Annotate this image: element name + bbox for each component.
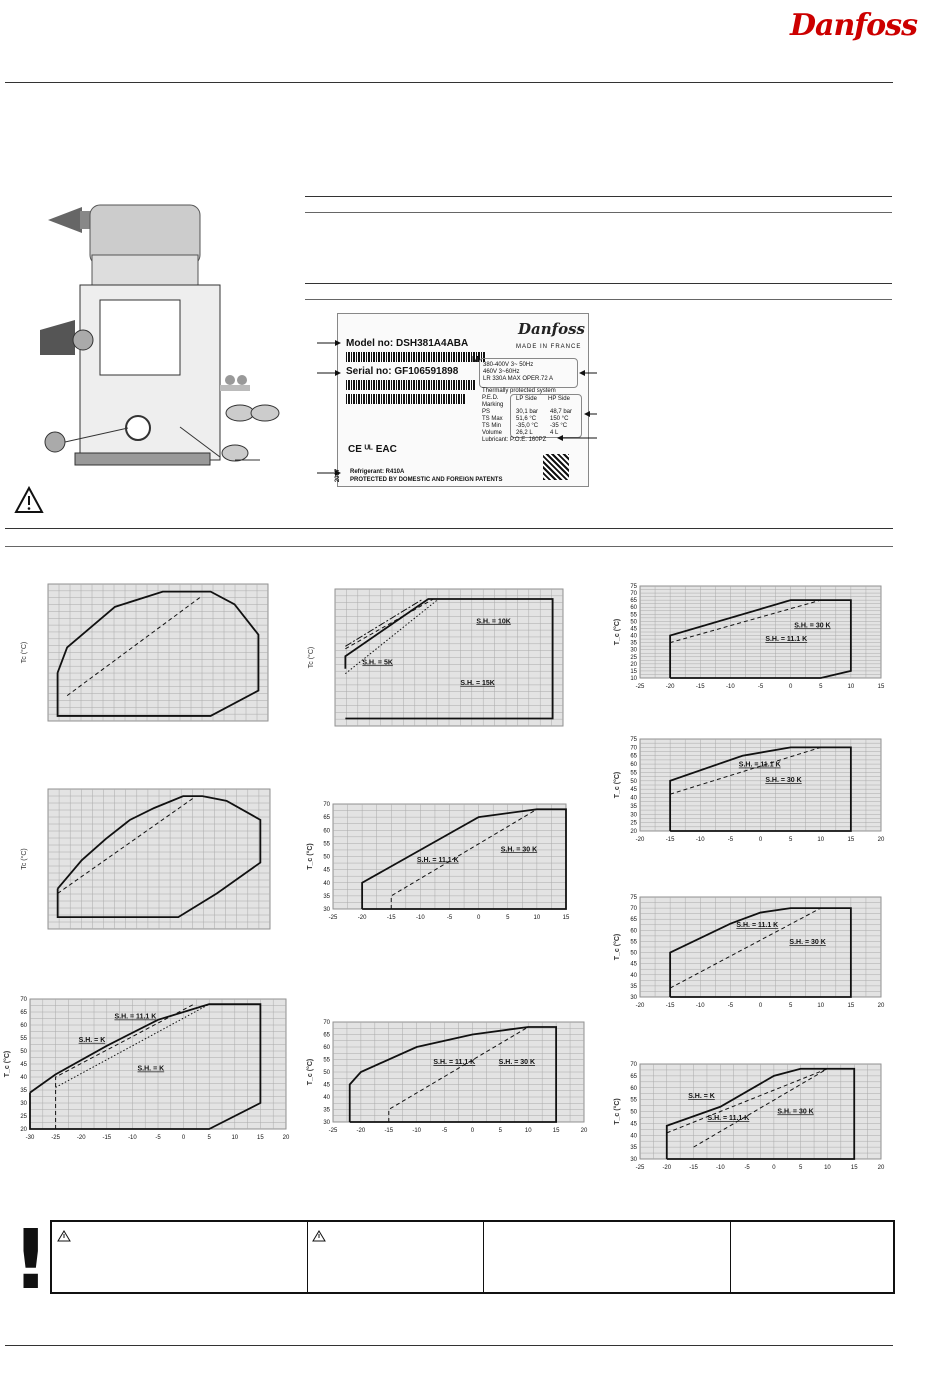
serial-value: GF106591898 bbox=[394, 366, 459, 377]
envelope-chart-8 bbox=[610, 735, 885, 852]
y-tick-label: 40 bbox=[630, 633, 637, 640]
x-tick-label: 5 bbox=[798, 1165, 803, 1171]
annotation-label: S.H. = 11.1 K bbox=[765, 636, 808, 644]
annotation-label: S.H. = 30 K bbox=[498, 1059, 536, 1066]
y-tick-label: 65 bbox=[323, 1032, 330, 1039]
x-tick-label: 20 bbox=[282, 1135, 290, 1141]
y-tick-label: 25 bbox=[630, 654, 637, 661]
x-tick-label: 20 bbox=[877, 1003, 885, 1009]
chart-svg bbox=[610, 1060, 885, 1175]
row-lp: 30,1 bar bbox=[516, 409, 539, 415]
row-hp: 4 L bbox=[550, 430, 559, 436]
x-tick-label: 20 bbox=[877, 837, 885, 843]
nameplate-brand: Danfoss bbox=[518, 320, 585, 338]
y-tick-label: 75 bbox=[630, 584, 637, 590]
x-tick-label: 0 bbox=[476, 915, 481, 921]
y-tick-label: 50 bbox=[630, 950, 637, 957]
x-tick-label: -15 bbox=[695, 684, 705, 690]
envelope-chart-2 bbox=[18, 785, 274, 938]
x-tick-label: -20 bbox=[76, 1135, 86, 1141]
warning-table bbox=[50, 1220, 895, 1294]
y-tick-label: 45 bbox=[630, 787, 637, 794]
x-tick-label: 10 bbox=[817, 1003, 825, 1009]
x-tick-label: 15 bbox=[847, 837, 855, 843]
y-tick-label: 60 bbox=[323, 1045, 330, 1051]
inlet-arrow-icon bbox=[40, 320, 75, 355]
x-tick-label: 10 bbox=[847, 684, 855, 690]
annotation-label: S.H. = 11.1 K bbox=[433, 1059, 476, 1066]
row-label: Marking bbox=[482, 402, 504, 408]
x-tick-label: -5 bbox=[757, 684, 764, 690]
y-tick-label: 70 bbox=[20, 997, 27, 1003]
x-tick-label: -15 bbox=[384, 1128, 394, 1134]
x-tick-label: 10 bbox=[231, 1135, 239, 1141]
chart-svg bbox=[303, 800, 570, 925]
chart-svg bbox=[18, 785, 274, 933]
row-lp: 26,2 L bbox=[516, 430, 533, 436]
y-axis-label: T_c (°C) bbox=[614, 933, 621, 961]
x-tick-label: -20 bbox=[356, 1128, 366, 1134]
y-tick-label: 35 bbox=[630, 983, 637, 990]
annotation-label: S.H. = K bbox=[78, 1036, 106, 1044]
y-tick-label: 30 bbox=[630, 995, 637, 1001]
made-in: MADE IN FRANCE bbox=[516, 344, 582, 350]
row-label: TS Max bbox=[482, 416, 503, 422]
year-text: 2017 bbox=[335, 468, 342, 483]
y-tick-label: 30 bbox=[323, 907, 330, 913]
section-rule bbox=[305, 196, 892, 197]
y-tick-label: 30 bbox=[630, 647, 637, 654]
row-hp: 48,7 bar bbox=[550, 409, 573, 415]
y-tick-label: 35 bbox=[630, 803, 637, 810]
y-tick-label: 45 bbox=[323, 1082, 330, 1089]
chart-svg bbox=[305, 585, 567, 730]
y-tick-label: 10 bbox=[630, 676, 637, 682]
y-axis-label: T_c (°C) bbox=[4, 1050, 11, 1078]
y-tick-label: 65 bbox=[630, 598, 637, 605]
x-tick-label: -15 bbox=[665, 837, 675, 843]
electrical-3: LR 330A MAX OPER.72 A bbox=[483, 376, 554, 382]
x-tick-label: 20 bbox=[580, 1128, 588, 1134]
x-tick-label: 5 bbox=[498, 1128, 503, 1134]
annotation-label: S.H. = 30 K bbox=[794, 622, 831, 630]
y-tick-label: 20 bbox=[20, 1127, 27, 1133]
y-tick-label: 35 bbox=[20, 1088, 27, 1094]
x-tick-label: -10 bbox=[416, 915, 425, 921]
warning-triangle-icon bbox=[312, 1230, 326, 1242]
y-tick-label: 25 bbox=[630, 820, 637, 827]
chart-svg bbox=[0, 995, 290, 1145]
x-tick-label: -10 bbox=[128, 1135, 137, 1141]
y-tick-label: 30 bbox=[323, 1120, 330, 1126]
x-tick-label: 0 bbox=[470, 1128, 475, 1134]
x-tick-label: 5 bbox=[788, 1003, 793, 1009]
x-tick-label: -10 bbox=[715, 1165, 725, 1171]
m-mark: M bbox=[472, 355, 479, 364]
x-tick-label: -15 bbox=[665, 1003, 675, 1009]
row-lp: 51,6 °C bbox=[516, 416, 537, 422]
y-tick-label: 60 bbox=[630, 605, 637, 612]
row-lp: -35,0 °C bbox=[516, 423, 539, 429]
row-label: TS Min bbox=[482, 423, 502, 429]
row-label: PS bbox=[482, 409, 491, 415]
y-tick-label: 55 bbox=[323, 1057, 330, 1064]
compressor-illustration bbox=[20, 195, 280, 525]
y-axis-label: T_c (°C) bbox=[614, 618, 621, 646]
x-tick-label: 5 bbox=[207, 1135, 211, 1141]
y-tick-label: 60 bbox=[630, 762, 637, 769]
x-tick-label: -5 bbox=[727, 1003, 734, 1009]
y-tick-label: 70 bbox=[323, 802, 330, 808]
chart-svg bbox=[610, 893, 885, 1013]
warning-triangle-icon bbox=[57, 1230, 71, 1242]
y-tick-label: 35 bbox=[323, 893, 330, 900]
y-tick-label: 45 bbox=[20, 1062, 27, 1068]
x-tick-label: -20 bbox=[665, 684, 675, 690]
warning-cell bbox=[52, 1222, 308, 1292]
y-tick-label: 45 bbox=[630, 626, 637, 633]
y-tick-label: 55 bbox=[630, 770, 637, 777]
warning-cell bbox=[483, 1222, 731, 1292]
x-tick-label: 20 bbox=[877, 1165, 885, 1171]
y-tick-label: 70 bbox=[323, 1020, 330, 1026]
y-tick-label: 45 bbox=[323, 867, 330, 874]
x-tick-label: -30 bbox=[25, 1135, 35, 1141]
y-tick-label: 30 bbox=[20, 1101, 27, 1107]
y-tick-label: 35 bbox=[323, 1107, 330, 1114]
envelope-chart-10 bbox=[610, 1060, 885, 1180]
y-tick-label: 50 bbox=[323, 854, 330, 861]
annotation-label: S.H. = 5K bbox=[362, 659, 393, 667]
y-tick-label: 40 bbox=[323, 880, 330, 887]
y-tick-label: 45 bbox=[630, 1121, 637, 1128]
y-tick-label: 75 bbox=[630, 895, 637, 901]
x-tick-label: -5 bbox=[744, 1165, 750, 1171]
x-tick-label: 5 bbox=[788, 837, 793, 843]
annotation-label: S.H. = 11.1 K bbox=[736, 922, 779, 929]
y-axis-label: Tc (°C) bbox=[21, 848, 28, 870]
x-tick-label: -20 bbox=[635, 1003, 645, 1009]
x-tick-label: -5 bbox=[155, 1135, 161, 1141]
x-tick-label: -5 bbox=[441, 1128, 448, 1134]
section-rule bbox=[5, 528, 893, 529]
y-tick-label: 50 bbox=[630, 778, 637, 785]
y-tick-label: 50 bbox=[323, 1070, 330, 1076]
annotation-label: S.H. = 30 K bbox=[500, 846, 538, 854]
annotation-label: S.H. = 15K bbox=[460, 679, 495, 687]
thermal-text: Thermally protected system bbox=[482, 388, 556, 394]
y-tick-label: 30 bbox=[630, 812, 637, 819]
x-tick-label: -25 bbox=[51, 1135, 60, 1141]
warning-cell bbox=[730, 1222, 891, 1292]
x-tick-label: 15 bbox=[850, 1165, 858, 1171]
y-tick-label: 70 bbox=[630, 906, 637, 913]
x-tick-label: -25 bbox=[635, 1165, 645, 1171]
section-rule bbox=[5, 546, 893, 547]
row-label: Volume bbox=[482, 430, 503, 436]
x-tick-label: 5 bbox=[819, 684, 823, 690]
y-tick-label: 50 bbox=[20, 1049, 27, 1055]
x-tick-label: 15 bbox=[877, 684, 885, 690]
x-tick-label: 15 bbox=[562, 915, 570, 921]
y-tick-label: 30 bbox=[630, 1157, 637, 1163]
x-tick-label: -5 bbox=[446, 915, 453, 921]
x-tick-label: -25 bbox=[328, 1128, 338, 1134]
envelope-chart-9 bbox=[610, 893, 885, 1018]
lubricant-text: Lubricant: P.O.E. 160PZ bbox=[482, 437, 547, 443]
y-tick-label: 50 bbox=[630, 619, 637, 626]
x-tick-label: 15 bbox=[257, 1135, 264, 1141]
y-tick-label: 35 bbox=[630, 640, 637, 647]
x-tick-label: 0 bbox=[758, 1003, 763, 1009]
annotation-label: S.H. = 30 K bbox=[789, 939, 826, 946]
annotation-label: S.H. = 11.1 K bbox=[707, 1115, 750, 1123]
y-tick-label: 65 bbox=[323, 815, 330, 822]
x-tick-label: 10 bbox=[824, 1165, 831, 1171]
y-axis-label: T_c (°C) bbox=[307, 843, 314, 870]
y-tick-label: 20 bbox=[630, 829, 637, 835]
x-tick-label: 15 bbox=[847, 1003, 855, 1009]
y-tick-label: 65 bbox=[630, 753, 637, 760]
annotation-label: S.H. = K bbox=[688, 1093, 715, 1101]
annotation-label: S.H. = 10K bbox=[476, 618, 511, 626]
x-tick-label: -25 bbox=[635, 684, 645, 690]
x-tick-label: 5 bbox=[506, 915, 510, 921]
y-tick-label: 40 bbox=[630, 795, 637, 802]
envelope-chart-5 bbox=[0, 995, 290, 1150]
electrical-2: 460V 3~60Hz bbox=[483, 369, 520, 375]
x-tick-label: 10 bbox=[817, 837, 825, 843]
x-tick-label: 10 bbox=[524, 1128, 532, 1134]
refrigerant-text: Refrigerant: R410A bbox=[350, 469, 405, 475]
model-label: Model no: bbox=[346, 338, 394, 349]
y-tick-label: 70 bbox=[630, 591, 637, 598]
y-tick-label: 75 bbox=[630, 737, 637, 743]
warning-triangle-icon bbox=[14, 486, 44, 514]
chart-svg bbox=[18, 580, 272, 725]
section-rule bbox=[305, 299, 892, 300]
y-tick-label: 60 bbox=[630, 928, 637, 935]
electrical-1: 380-400V 3~ 50Hz bbox=[483, 362, 534, 368]
outlet-arrow-icon bbox=[48, 207, 82, 233]
header-rule bbox=[5, 82, 893, 83]
y-axis-label: T_c (°C) bbox=[614, 1098, 621, 1125]
annotation-label: S.H. = K bbox=[137, 1065, 165, 1073]
x-tick-label: -15 bbox=[689, 1165, 698, 1171]
patents-text: PROTECTED BY DOMESTIC AND FOREIGN PATENTS bbox=[350, 477, 503, 483]
x-tick-label: -20 bbox=[357, 915, 367, 921]
danfoss-logo: Danfoss bbox=[790, 8, 917, 43]
x-tick-label: -20 bbox=[662, 1165, 672, 1171]
y-tick-label: 55 bbox=[630, 939, 637, 946]
x-tick-label: -10 bbox=[412, 1128, 422, 1134]
hp-header: HP Side bbox=[548, 396, 570, 402]
x-tick-label: -10 bbox=[695, 1003, 705, 1009]
y-axis-label: Tc (°C) bbox=[308, 646, 315, 669]
y-tick-label: 40 bbox=[20, 1075, 27, 1081]
x-tick-label: 0 bbox=[758, 837, 763, 843]
y-tick-label: 40 bbox=[323, 1095, 330, 1101]
section-rule bbox=[305, 283, 892, 284]
y-tick-label: 35 bbox=[630, 1145, 637, 1152]
x-tick-label: 15 bbox=[552, 1128, 560, 1134]
y-tick-label: 45 bbox=[630, 961, 637, 968]
exclamation-icon: ! bbox=[12, 1213, 50, 1308]
y-tick-label: 65 bbox=[630, 1073, 637, 1080]
x-tick-label: -5 bbox=[727, 837, 734, 843]
nameplate-callouts bbox=[300, 330, 610, 490]
serial-label: Serial no: bbox=[346, 366, 392, 377]
x-tick-label: -10 bbox=[726, 684, 735, 690]
envelope-chart-6 bbox=[303, 1018, 588, 1143]
y-tick-label: 15 bbox=[630, 668, 637, 675]
x-tick-label: 0 bbox=[788, 684, 793, 690]
y-tick-label: 55 bbox=[630, 612, 637, 619]
y-axis-label: T_c (°C) bbox=[307, 1058, 314, 1086]
annotation-label: S.H. = 30 K bbox=[765, 777, 802, 785]
envelope-chart-7 bbox=[610, 582, 885, 699]
cert-marks: CE ᵁᴸ EAC bbox=[348, 444, 397, 455]
row-hp: 150 °C bbox=[550, 416, 569, 422]
y-tick-label: 50 bbox=[630, 1109, 637, 1116]
x-tick-label: -10 bbox=[695, 837, 705, 843]
warning-cell bbox=[307, 1222, 484, 1292]
x-tick-label: -20 bbox=[635, 837, 645, 843]
y-axis-label: Tc (°C) bbox=[21, 641, 28, 664]
envelope-chart-1 bbox=[18, 580, 272, 730]
annotation-label: S.H. = 30 K bbox=[777, 1108, 814, 1116]
y-axis-label: T_c (°C) bbox=[614, 771, 621, 799]
y-tick-label: 40 bbox=[630, 972, 637, 979]
x-tick-label: 10 bbox=[533, 915, 541, 921]
y-tick-label: 20 bbox=[630, 661, 637, 668]
lp-header: LP Side bbox=[516, 396, 537, 402]
y-tick-label: 55 bbox=[323, 841, 330, 848]
x-tick-label: -15 bbox=[386, 915, 396, 921]
chart-svg bbox=[610, 735, 885, 847]
y-tick-label: 65 bbox=[20, 1010, 27, 1016]
y-tick-label: 55 bbox=[20, 1036, 27, 1042]
y-tick-label: 55 bbox=[630, 1097, 637, 1104]
envelope-chart-4 bbox=[303, 800, 570, 930]
chart-svg bbox=[303, 1018, 588, 1138]
x-tick-label: -25 bbox=[328, 915, 338, 921]
annotation-label: S.H. = 11.1 K bbox=[738, 761, 781, 769]
y-tick-label: 70 bbox=[630, 745, 637, 752]
x-tick-label: -15 bbox=[102, 1135, 112, 1141]
envelope-chart-3 bbox=[305, 585, 567, 735]
annotation-label: S.H. = 11.1 K bbox=[416, 856, 459, 864]
y-tick-label: 25 bbox=[20, 1114, 27, 1120]
section-rule bbox=[305, 212, 892, 213]
footer-rule bbox=[5, 1345, 893, 1346]
x-tick-label: 0 bbox=[772, 1165, 776, 1171]
chart-svg bbox=[610, 582, 885, 694]
y-tick-label: 40 bbox=[630, 1133, 637, 1140]
y-tick-label: 60 bbox=[20, 1023, 27, 1029]
ped-text: P.E.D. bbox=[482, 395, 499, 401]
model-value: DSH381A4ABA bbox=[396, 338, 469, 349]
row-hp: -35 °C bbox=[550, 423, 568, 429]
x-tick-label: 0 bbox=[181, 1135, 186, 1141]
y-tick-label: 60 bbox=[630, 1085, 637, 1092]
y-tick-label: 65 bbox=[630, 917, 637, 924]
annotation-label: S.H. = 11.1 K bbox=[114, 1013, 157, 1021]
y-tick-label: 60 bbox=[323, 828, 330, 835]
y-tick-label: 70 bbox=[630, 1062, 637, 1068]
